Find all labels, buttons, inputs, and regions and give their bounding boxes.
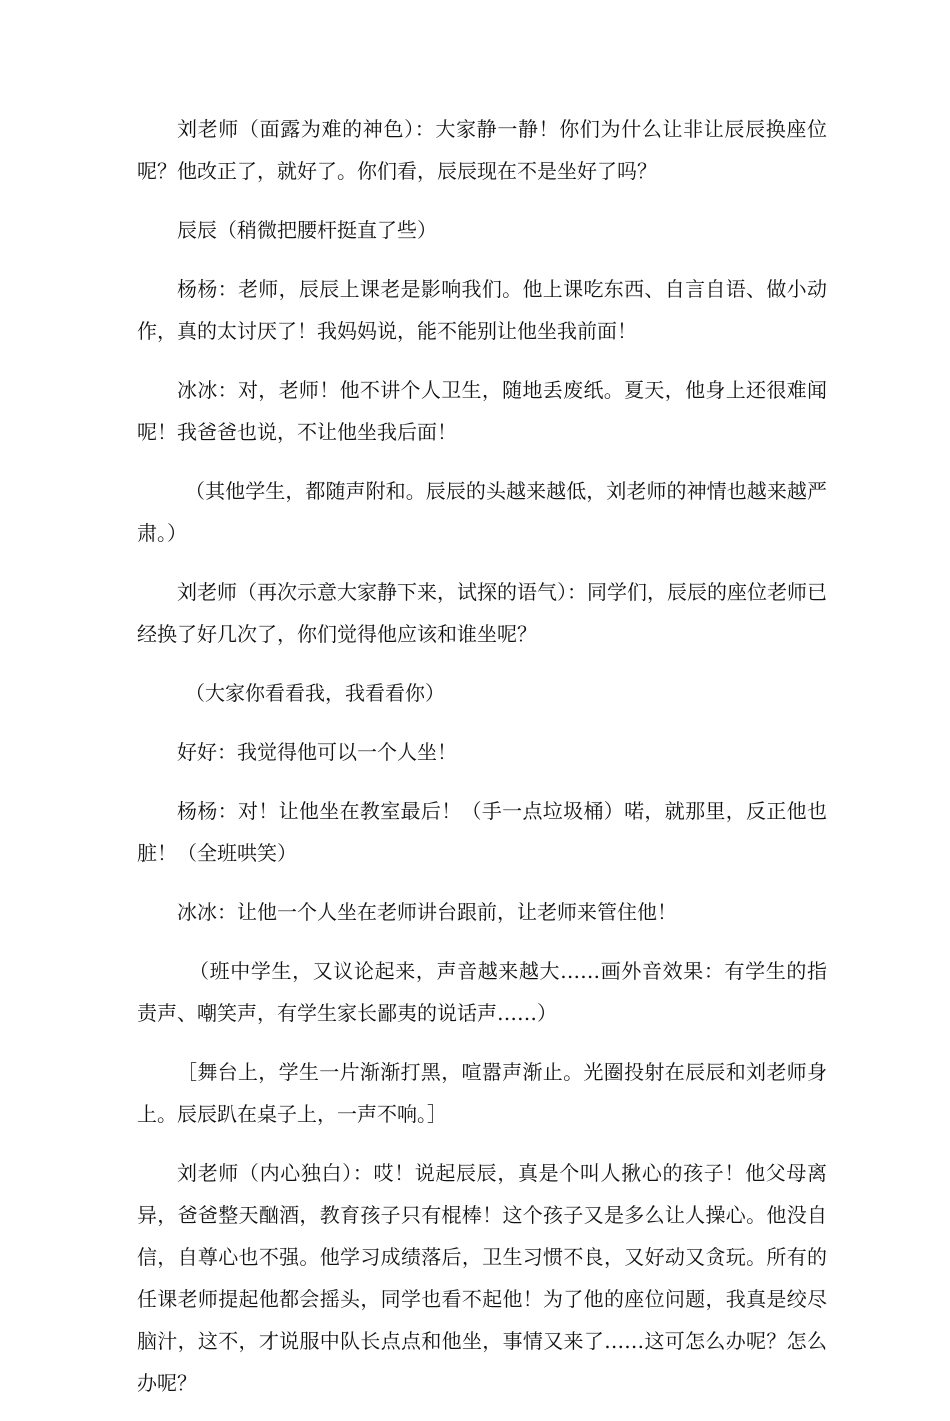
paragraph-teacher-liu-monologue: 刘老师（内心独白）：哎！说起辰辰，真是个叫人揪心的孩子！他父母离异，爸爸整天酗酒，教育孩子只有棍棒！这个孩子又是多么让人操心。他没自信，自尊心也不强。他学习成绩落后，卫生习惯不良，又好动又贪玩。所有的任课老师提起他都会摇头，同学也看不起他！为了他的座位问题，我真是绞尽脑汁，这不，才说服中队长点点和他坐，事情又来了……这可怎么办呢？怎么办呢？ <box>137 1161 827 1395</box>
paragraph-bingbing-1: 冰冰：对，老师！他不讲个人卫生，随地丢废纸。夏天，他身上还很难闻呢！我爸爸也说，不让他坐我后面！ <box>137 378 827 444</box>
paragraph-teacher-liu-1: 刘老师（面露为难的神色）：大家静一静！你们为什么让非让辰辰换座位呢？他改正了，就好了。你们看，辰辰现在不是坐好了吗？ <box>137 117 827 183</box>
paragraph-stage-direction-1: （其他学生，都随声附和。辰辰的头越来越低，刘老师的神情也越来越严肃。） <box>137 479 827 545</box>
paragraph-bingbing-2: 冰冰：让他一个人坐在老师讲台跟前，让老师来管住他！ <box>177 900 677 924</box>
paragraph-yangyang-2: 杨杨：对！让他坐在教室最后！（手一点垃圾桶）喏，就那里，反正他也脏！（全班哄笑） <box>137 799 827 865</box>
script-text <box>137 108 827 1421</box>
paragraph-stage-direction-3: （班中学生，又议论起来，声音越来越大……画外音效果：有学生的指责声、嘲笑声，有学生家长鄙夷的说话声……） <box>137 959 827 1025</box>
paragraph-yangyang-1: 杨杨：老师，辰辰上课老是影响我们。他上课吃东西、自言自语、做小动作，真的太讨厌了！我妈妈说，能不能别让他坐我前面！ <box>137 277 827 343</box>
paragraph-stage-direction-4: ［舞台上，学生一片渐渐打黑，喧嚣声渐止。光圈投射在辰辰和刘老师身上。辰辰趴在桌子上，一声不响。］ <box>137 1060 827 1126</box>
paragraph-teacher-liu-2: 刘老师（再次示意大家静下来，试探的语气）：同学们，辰辰的座位老师已经换了好几次了，你们觉得他应该和谁坐呢？ <box>137 580 827 646</box>
paragraph-stage-direction-2: （大家你看看我，我看看你） <box>185 681 445 705</box>
paragraph-chenchen-action: 辰辰（稍微把腰杆挺直了些） <box>177 218 437 242</box>
paragraph-haohao: 好好：我觉得他可以一个人坐！ <box>177 740 457 764</box>
